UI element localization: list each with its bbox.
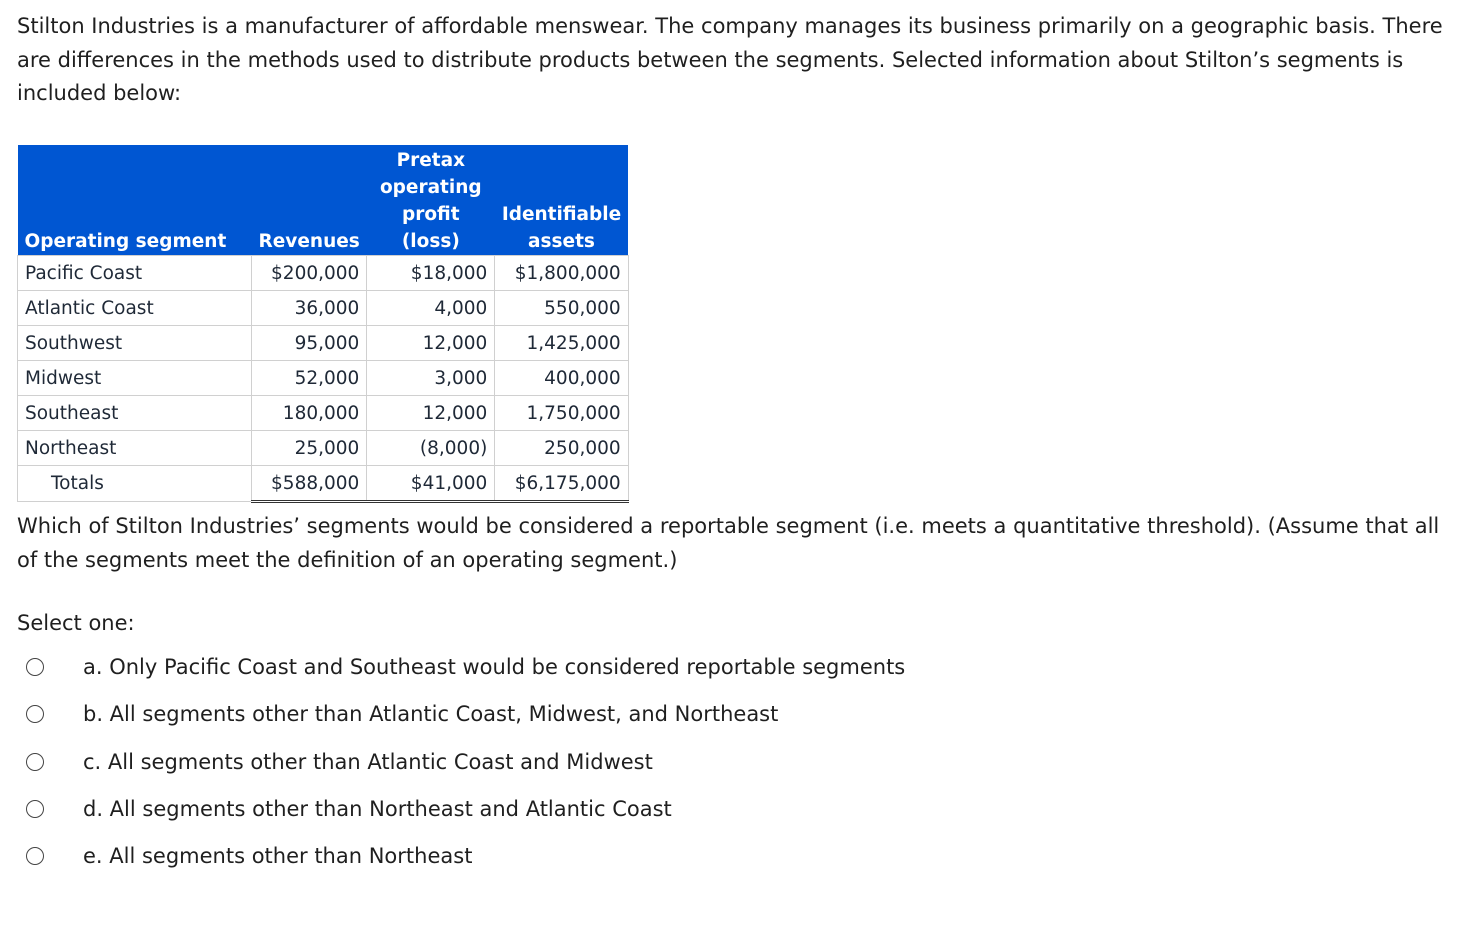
table-row: [18, 361, 629, 396]
segment-table: [17, 145, 629, 503]
option-c[interactable]: [26, 747, 653, 777]
totals-row: [18, 466, 629, 502]
option-a[interactable]: [26, 652, 905, 682]
segment-name-cell: Pacific Coast: [18, 256, 252, 291]
radio-button[interactable]: [26, 705, 44, 723]
option-label: b. All segments other than Atlantic Coast, Midwest, and Northeast: [83, 702, 779, 727]
table-row: [18, 256, 629, 291]
segment-name-cell: Atlantic Coast: [18, 291, 252, 326]
assets-cell: 1,750,000: [495, 396, 628, 431]
totals-profit: $41,000: [367, 466, 495, 502]
option-b[interactable]: [26, 699, 778, 729]
option-e[interactable]: [26, 841, 472, 871]
intro-text: Stilton Industries is a manufacturer of affordable menswear. The company manages its business primarily on a geographic basis. There are differences in the methods used to distribute products between the segments. Selected information about Stilton’s segments is included below:: [17, 14, 1443, 105]
profit-cell: 12,000: [367, 326, 495, 361]
revenues-cell: 25,000: [252, 431, 367, 466]
radio-button[interactable]: [26, 847, 44, 865]
header-segment: Operating segment: [18, 145, 252, 256]
radio-button[interactable]: [26, 753, 44, 771]
profit-cell: 3,000: [367, 361, 495, 396]
revenues-cell: $200,000: [252, 256, 367, 291]
table-row: [18, 326, 629, 361]
option-label: c. All segments other than Atlantic Coast and Midwest: [83, 749, 653, 774]
totals-assets: $6,175,000: [495, 466, 628, 502]
profit-cell: 4,000: [367, 291, 495, 326]
profit-cell: (8,000): [367, 431, 495, 466]
header-revenues: Revenues: [252, 145, 367, 256]
select-one-label: Select one:: [17, 611, 135, 635]
revenues-cell: 36,000: [252, 291, 367, 326]
revenues-cell: 95,000: [252, 326, 367, 361]
assets-cell: 1,425,000: [495, 326, 628, 361]
totals-label: Totals: [18, 466, 252, 502]
table-row: [18, 396, 629, 431]
segment-name-cell: Southwest: [18, 326, 252, 361]
profit-cell: 12,000: [367, 396, 495, 431]
header-assets: Identifiable assets: [495, 145, 628, 256]
option-label: e. All segments other than Northeast: [83, 844, 473, 869]
radio-button[interactable]: [26, 800, 44, 818]
segment-name-cell: Southeast: [18, 396, 252, 431]
option-label: d. All segments other than Northeast and Atlantic Coast: [83, 796, 672, 821]
revenues-cell: 52,000: [252, 361, 367, 396]
segment-name-cell: Midwest: [18, 361, 252, 396]
option-d[interactable]: [26, 794, 672, 824]
question-text: Which of Stilton Industries’ segments would be considered a reportable segment (i.e. meets a quantitative threshold). (Assume that all of the segments meet the definition of an operating segment.): [17, 514, 1440, 572]
radio-button[interactable]: [26, 658, 44, 676]
assets-cell: $1,800,000: [495, 256, 628, 291]
revenues-cell: 180,000: [252, 396, 367, 431]
table-row: [18, 431, 629, 466]
segment-name-cell: Northeast: [18, 431, 252, 466]
option-label: a. Only Pacific Coast and Southeast would be considered reportable segments: [83, 655, 906, 679]
profit-cell: $18,000: [367, 256, 495, 291]
header-profit: Pretax operating profit (loss): [367, 145, 495, 256]
totals-revenues: $588,000: [252, 466, 367, 502]
assets-cell: 400,000: [495, 361, 628, 396]
assets-cell: 550,000: [495, 291, 628, 326]
table-header: [18, 145, 629, 256]
table-row: [18, 291, 629, 326]
assets-cell: 250,000: [495, 431, 628, 466]
